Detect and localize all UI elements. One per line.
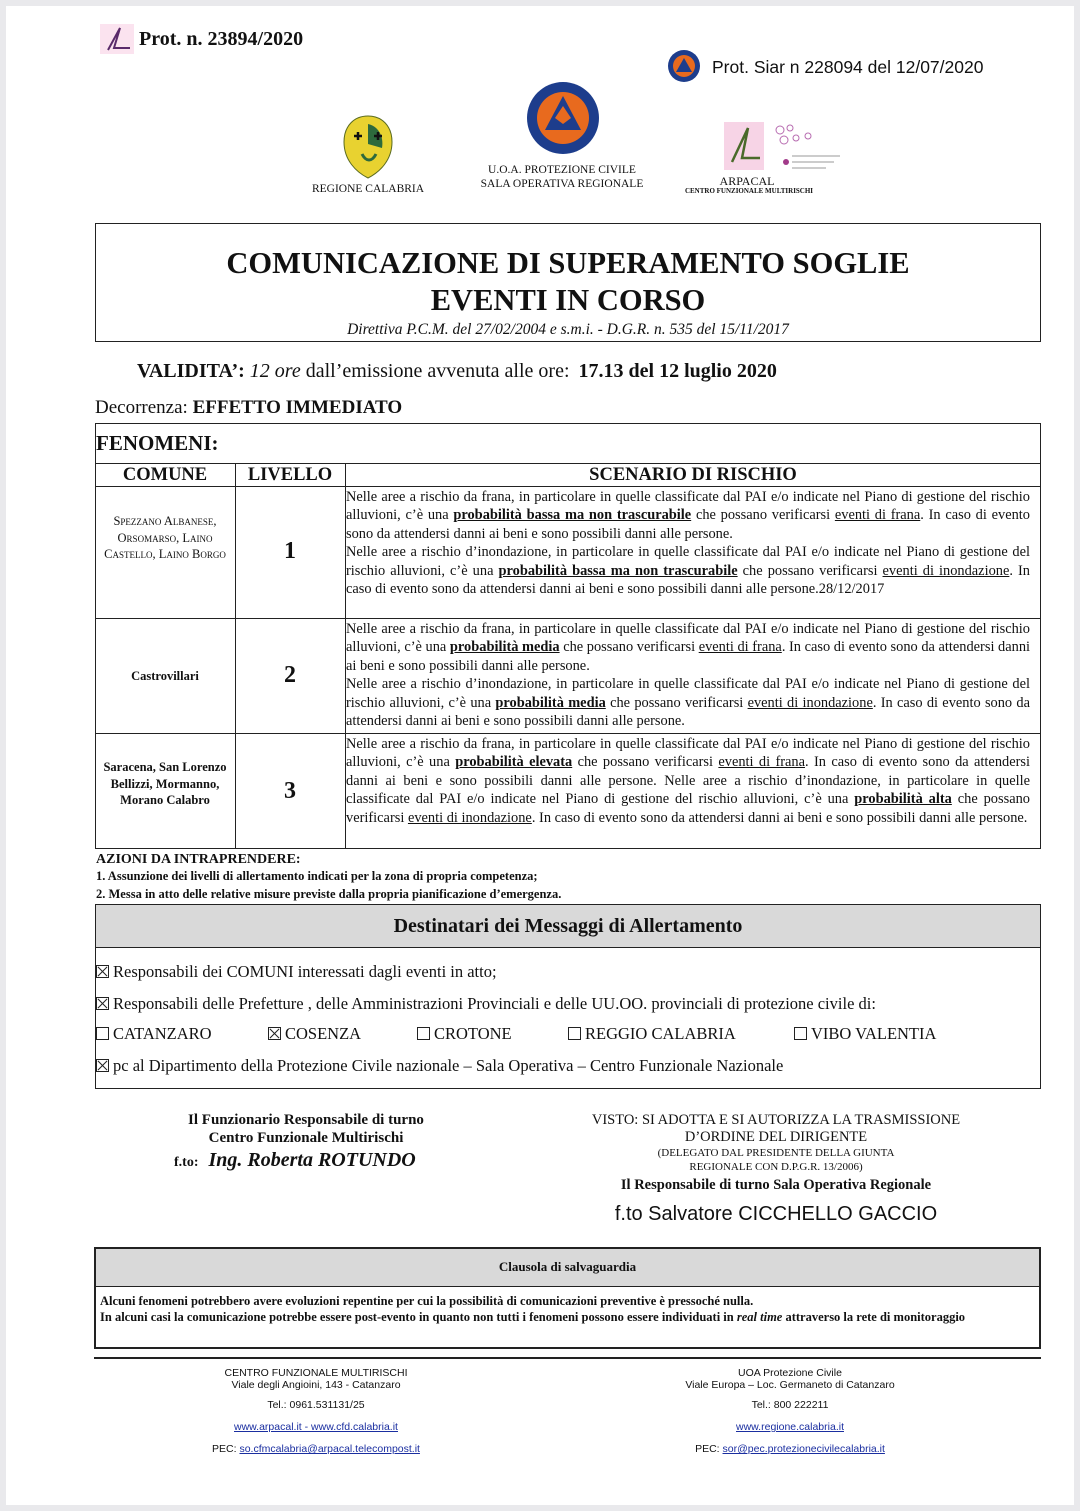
arpacal-molecule-icon	[770, 122, 842, 174]
table-rule	[95, 618, 1041, 619]
dest-dipartimento: pc al Dipartimento della Protezione Civile nazionale – Sala Operativa – Centro Funzionale Nazionale	[96, 1056, 783, 1076]
sign-left-name: Ing. Roberta ROTUNDO	[208, 1149, 416, 1171]
checkbox-catanzaro[interactable]	[96, 1027, 109, 1040]
destinatari-heading: Destinatari dei Messaggi di Allertamento	[393, 915, 743, 937]
row3-scenario-text: Nelle aree a rischio da frana, in particolare in quelle classificate dal PAI e/o indicate nel Piano di gestione del rischio alluvioni, c’è una probabilità elevata che possano verificarsi eventi di frana. In caso di evento sono da attendersi danni ai beni e sono possibili danni alle persone. Nelle aree a rischio d’inondazione, in particolare in quelle classificate dal PAI e/o indicate nel Piano di gestione del rischio alluvioni, c’è una probabilità alta che possano verificarsi eventi di inondazione. In caso di evento sono da attendersi danni ai beni e sono possibili danni alle persone.	[346, 736, 1030, 826]
arpacal-mini-logo	[100, 24, 134, 54]
decorrenza-line	[95, 397, 402, 419]
sign-right-line3: (DELEGATO DAL PRESIDENTE DELLA GIUNTA	[657, 1147, 895, 1159]
validity-label: VALIDITA’:	[137, 360, 245, 382]
sign-left-fto: f.to:	[174, 1155, 199, 1170]
footer-left-tel: Tel.: 0961.531131/25	[267, 1399, 365, 1411]
checkbox-cosenza[interactable]	[268, 1027, 281, 1040]
validity-text: dall’emissione avvenuta alle ore:	[305, 360, 570, 382]
checkbox-vibo-valentia[interactable]	[794, 1027, 807, 1040]
document-title-line1: COMUNICAZIONE DI SUPERAMENTO SOGLIE	[226, 246, 910, 280]
sign-left-name-line	[174, 1149, 416, 1172]
column-header-scenario: SCENARIO DI RISCHIO	[589, 465, 797, 485]
column-header-livello: LIVELLO	[247, 465, 333, 485]
footer-right-web-link[interactable]: www.regione.calabria.it	[736, 1421, 844, 1433]
dest-provincia-cosenza: COSENZA	[268, 1024, 361, 1044]
azioni-item-1: 1. Assunzione dei livelli di allertamento indicati per la zona di propria competenza;	[96, 869, 538, 883]
sign-right-line5: Il Responsabile di turno Sala Operativa Regionale	[620, 1177, 932, 1193]
row3-comune: Saracena, San Lorenzo Bellizzi, Mormanno, Morano Calabro	[103, 760, 227, 807]
sign-right-line1: VISTO: SI ADOTTA E SI AUTORIZZA LA TRASMISSIONE	[591, 1112, 961, 1128]
table-rule	[95, 733, 1041, 734]
checkbox-prefetture[interactable]	[96, 997, 109, 1010]
checkbox-comuni[interactable]	[96, 965, 109, 978]
clausola-line2: In alcuni casi la comunicazione potrebbe essere post-evento in quanto non tutti i fenomeni possono essere individuati in real time attraverso la rete di monitoraggio	[100, 1310, 966, 1324]
validity-time: 17.13 del 12 luglio 2020	[578, 360, 777, 382]
footer-left-address: Viale degli Angioini, 143 - Catanzaro	[231, 1379, 401, 1391]
validity-hours: 12 ore	[249, 360, 301, 382]
dest-provincia-catanzaro: CATANZARO	[96, 1024, 212, 1044]
sign-left-line1: Il Funzionario Responsabile di turno	[188, 1112, 424, 1128]
table-rule	[95, 486, 1041, 487]
regione-calabria-label: REGIONE CALABRIA	[311, 183, 425, 195]
footer-right	[630, 1367, 950, 1455]
azioni-heading: AZIONI DA INTRAPRENDERE:	[96, 852, 301, 867]
checkbox-reggio-calabria[interactable]	[568, 1027, 581, 1040]
fenomeni-heading: FENOMENI:	[96, 431, 219, 455]
table-rule	[95, 463, 1041, 464]
clausola-heading: Clausola di salvaguardia	[498, 1259, 637, 1274]
azioni-item-2: 2. Messa in atto delle relative misure previste dalla propria pianificazione d’emergenza.	[96, 887, 562, 901]
row2-scenario-frana: Nelle aree a rischio da frana, in particolare in quelle classificate dal PAI e/o indicate nel Piano di gestione del rischio alluvioni, c’è una probabilità media che possano verificarsi eventi di frana. In caso di evento sono da attendersi danni ai beni e sono possibili danni alle persone.	[346, 621, 1031, 674]
footer-left-pec[interactable]: PEC: so.cfmcalabria@arpacal.telecompost.it	[212, 1443, 420, 1455]
directive-reference: Direttiva P.C.M. del 27/02/2004 e s.m.i. - D.G.R. n. 535 del 15/11/2017	[347, 321, 789, 338]
document-page	[6, 6, 1074, 1505]
protezione-civile-small-icon	[667, 49, 701, 83]
row2-comune: Castrovillari	[131, 669, 199, 683]
uoa-label	[464, 163, 660, 191]
dest-prefetture: Responsabili delle Prefetture , delle Amministrazioni Provinciali e delle UU.OO. provinciali di protezione civile di:	[96, 994, 876, 1014]
footer-left-web-link[interactable]: www.arpacal.it - www.cfd.calabria.it	[234, 1421, 398, 1433]
dest-provincia-vibo: VIBO VALENTIA	[794, 1024, 936, 1044]
sign-left-line2: Centro Funzionale Multirischi	[208, 1130, 404, 1146]
footer-divider	[94, 1357, 1041, 1359]
row3-livello: 3	[284, 778, 296, 804]
row1-scenario	[346, 488, 1030, 598]
clausola-text	[100, 1293, 1030, 1325]
footer-right-name: UOA Protezione Civile	[738, 1367, 842, 1379]
uoa-label-line2: SALA OPERATIVA REGIONALE	[480, 178, 644, 190]
dest-provincia-crotone: CROTONE	[417, 1024, 512, 1044]
protocol-siar: Prot. Siar n 228094 del 12/07/2020	[712, 57, 984, 77]
footer-right-tel: Tel.: 800 222211	[751, 1399, 829, 1411]
sign-right-line4: REGIONALE CON D.P.G.R. 13/2006)	[689, 1161, 863, 1173]
validity-line	[137, 360, 777, 383]
uoa-label-line1: U.O.A. PROTEZIONE CIVILE	[488, 164, 636, 176]
row3-scenario	[346, 735, 1030, 827]
column-header-comune: COMUNE	[122, 465, 208, 485]
footer-right-address: Viale Europa – Loc. Germaneto di Catanzaro	[685, 1379, 895, 1391]
sign-right-line2: D’ORDINE DEL DIRIGENTE	[684, 1129, 868, 1145]
document-title-line2: EVENTI IN CORSO	[430, 283, 706, 317]
footer-left	[156, 1367, 476, 1455]
row2-livello: 2	[284, 662, 296, 688]
dest-provincia-reggio: REGGIO CALABRIA	[568, 1024, 736, 1044]
decorrenza-label: Decorrenza:	[95, 397, 188, 418]
checkbox-crotone[interactable]	[417, 1027, 430, 1040]
row1-comune: Spezzano Albanese, Orsomarso, Laino Castello, Laino Borgo	[104, 514, 226, 561]
arpacal-sublabel: CENTRO FUNZIONALE MULTIRISCHI	[684, 187, 814, 195]
sign-right-name: f.to Salvatore CICCHELLO GACCIO	[614, 1203, 938, 1225]
arpacal-label: ARPACAL	[719, 174, 775, 188]
row1-livello: 1	[284, 538, 296, 564]
checkbox-dipartimento[interactable]	[96, 1059, 109, 1072]
row2-scenario	[346, 620, 1030, 730]
clausola-line1: Alcuni fenomeni potrebbero avere evoluzioni repentine per cui la possibilità di comunicazioni preventive è pressoché nulla.	[100, 1294, 754, 1308]
row2-scenario-inondazione: Nelle aree a rischio d’inondazione, in particolare in quelle classificate dal PAI e/o indicate nel Piano di gestione del rischio alluvioni, c’è una probabilità media che possano verificarsi eventi di inondazione. In caso di evento sono da attendersi danni ai beni e sono possibili danni alle persone.	[346, 676, 1030, 730]
footer-left-name: CENTRO FUNZIONALE MULTIRISCHI	[224, 1367, 408, 1379]
protocol-number: Prot. n. 23894/2020	[139, 28, 304, 50]
arpacal-emblem	[724, 122, 764, 170]
protezione-civile-emblem	[525, 78, 601, 162]
row1-scenario-inondazione: Nelle aree a rischio d’inondazione, in particolare in quelle classificate dal PAI e/o indicate nel Piano di gestione del rischio alluvioni, c’è una probabilità bassa ma non trascurabile che possano verificarsi eventi di inondazione. In caso di evento sono da attendersi danni ai beni e sono possibili danni alle persone.28/12/2017	[346, 544, 1030, 598]
footer-right-pec[interactable]: PEC: sor@pec.protezionecivilecalabria.it	[695, 1443, 885, 1455]
dest-comuni: Responsabili dei COMUNI interessati dagli eventi in atto;	[96, 962, 497, 982]
row1-scenario-frana: Nelle aree a rischio da frana, in particolare in quelle classificate dal PAI e/o indicate nel Piano di gestione del rischio alluvioni, c’è una probabilità bassa ma non trascurabile che possano verificarsi eventi di frana. In caso di evento sono da attendersi danni ai beni e sono possibili danni alle persone.	[346, 489, 1030, 542]
decorrenza-value: EFFETTO IMMEDIATO	[192, 397, 403, 418]
regione-calabria-emblem	[342, 114, 394, 180]
